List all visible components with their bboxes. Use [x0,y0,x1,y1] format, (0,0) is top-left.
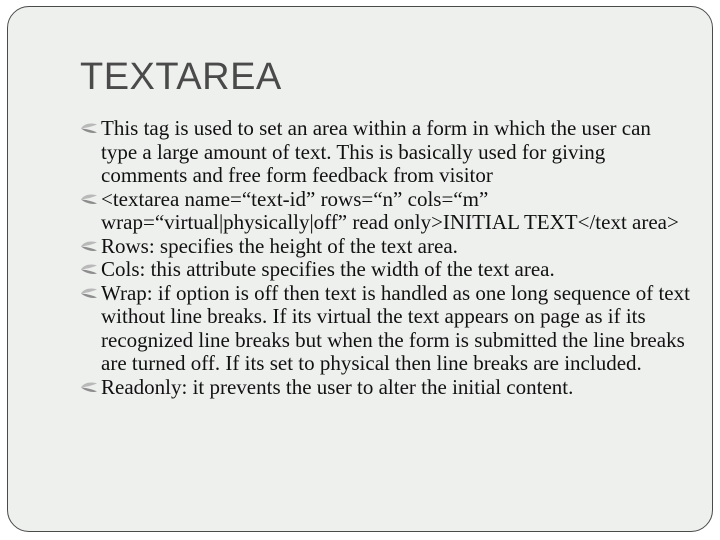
bullet-item [80,188,690,235]
bullet-text: Wrap: if option is off then text is handled as one long sequence of text without line breaks. If its virtual the text appears on page as if its recognized line breaks but when the form is submitted the line breaks are turned off. If its set to physical then line breaks are included. [101,280,690,375]
bullet-text: This tag is used to set an area within a form in which the user can type a large amount of text. This is basically used for giving comments and free form feedback from visitor [101,116,651,187]
bullet-item [80,117,690,188]
bullet-text: <textarea name=“text-id” rows=“n” cols=“m” wrap=“virtual|physically|off” read only>INITIAL TEXT</text area> [101,186,679,234]
leaf-bullet-icon [80,381,99,394]
bullet-item [80,376,690,400]
slide-title: TEXTAREA [80,56,282,98]
bullet-text: Rows: specifies the height of the text area. [101,233,458,258]
leaf-bullet-icon [80,193,99,206]
leaf-bullet-icon [80,240,99,253]
bullet-item [80,235,690,259]
leaf-bullet-icon [80,263,99,276]
leaf-bullet-icon [80,287,99,300]
bullet-item [80,282,690,376]
leaf-bullet-icon [80,122,99,135]
bullet-item [80,258,690,282]
bullet-text: Readonly: it prevents the user to alter the initial content. [101,374,574,399]
bullet-text: Cols: this attribute specifies the width of the text area. [101,257,555,281]
bullet-list [80,117,690,399]
